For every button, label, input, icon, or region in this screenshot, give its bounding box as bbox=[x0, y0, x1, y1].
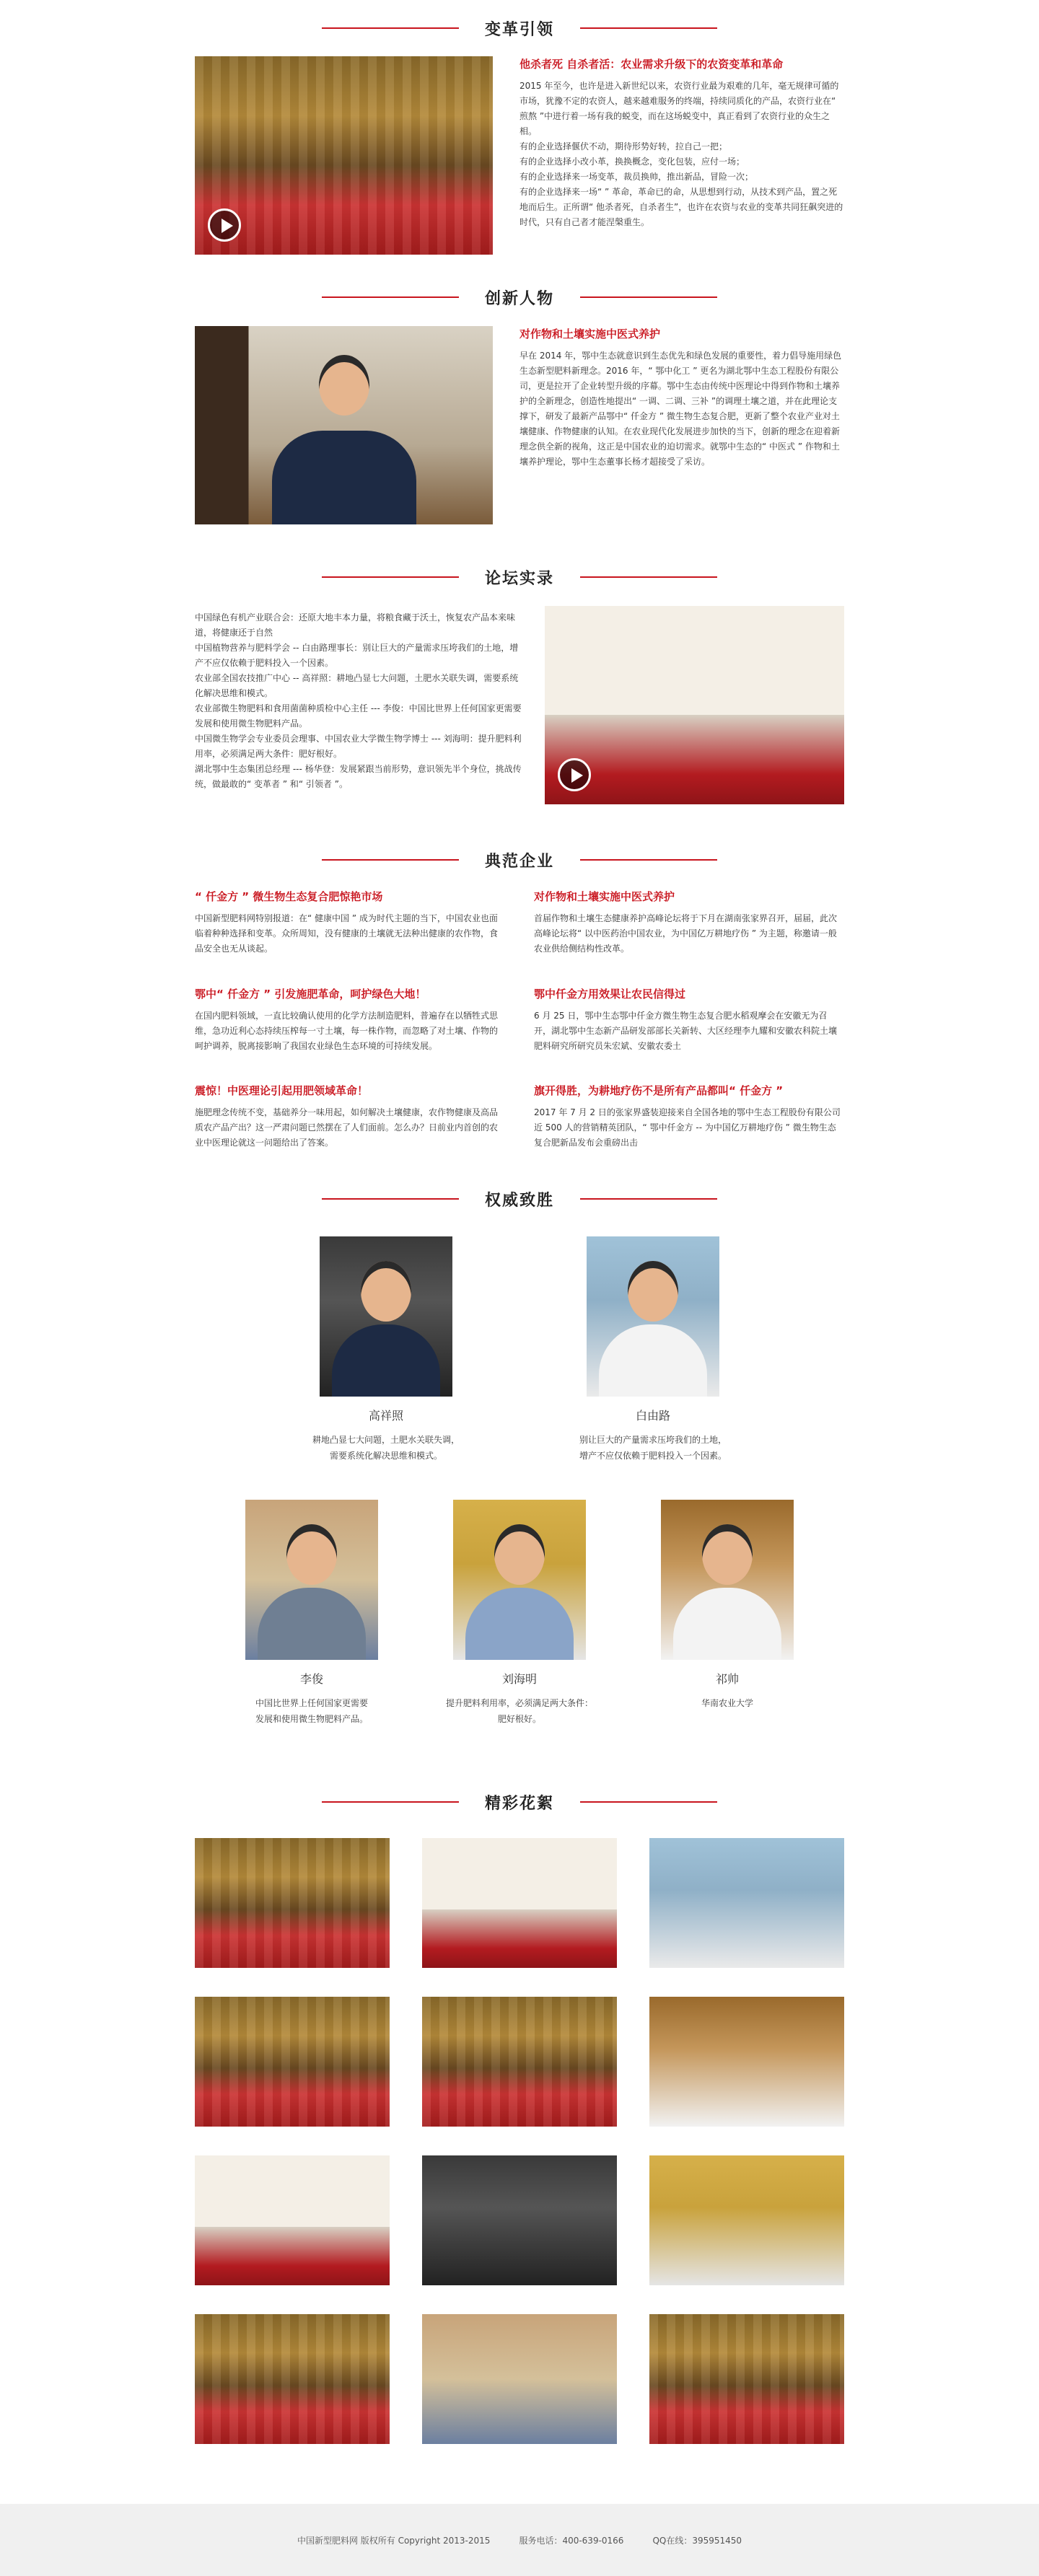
gallery-photo[interactable] bbox=[649, 2155, 844, 2285]
footer-phone: 服务电话：400-639-0166 bbox=[519, 2535, 624, 2546]
reform-text bbox=[520, 56, 844, 258]
portrait-icon bbox=[286, 1524, 337, 1585]
play-icon[interactable] bbox=[208, 208, 241, 242]
footer-qq[interactable]: QQ在线：395951450 bbox=[652, 2535, 742, 2546]
gallery-grid bbox=[0, 1838, 1039, 2444]
gallery-photo[interactable] bbox=[422, 2155, 617, 2285]
portrait-icon bbox=[494, 1524, 545, 1585]
section-title-authority: 权威致胜 bbox=[0, 1170, 1039, 1228]
forum-body: 中国绿色有机产业联合会：还原大地丰本力量，将粮食藏于沃土，恢复农产品本来味道，将健康还于自然 中国植物营养与肥料学会 -- 白由路理事长：别让巨大的产量需求压垮我们的土地，增产不应仅依赖于肥料投入一个因素。 农业部全国农技推广中心 -- 高祥照：耕地凸显七大问题，土肥水关联失调，需要系统化解决思维和模式。 农业部微生物肥料和食用菌菌种质检中心主任 --- 李俊：中国比世界上任何国家更需要发展和使用微生物肥料产品。 中国微生物学会专业委员会理事、中国农业大学微生物学博士 --- 刘海明：提升肥料利用率，必须满足两大条件：肥好根好。 湖北鄂中生态集团总经理 --- 杨华登：发展紧跟当前形势，意识领先半个身位，挑战传统，做最敢的“ 变革者 ” 和“ 引领者 ”。 bbox=[195, 612, 522, 789]
expert-card[interactable] bbox=[218, 1500, 405, 1727]
play-icon[interactable] bbox=[558, 758, 591, 791]
portrait-icon bbox=[361, 1261, 411, 1322]
expert-card[interactable] bbox=[292, 1236, 480, 1464]
enterprise-news-item[interactable]: 鄂中仟金方用效果让农民信得过 6 月 25 日，鄂中生态鄂中仟金方微生物生态复合肥水稻观摩会在安徽无为召开，湖北鄂中生态新产品研发部部长关新转、大区经理李九耀和安徽农科院土壤肥料研究所研究员朱宏斌、安徽农委土 bbox=[534, 987, 838, 1051]
section-title-enterprise: 典范企业 bbox=[0, 831, 1039, 889]
expert-name: 高祥照 bbox=[368, 1409, 403, 1423]
forum-article bbox=[195, 606, 844, 822]
innovator-heading[interactable]: 对作物和土壤实施中医式养护 bbox=[520, 328, 661, 340]
enterprise-news-item[interactable]: “ 仟金方 ” 微生物生态复合肥惊艳市场 中国新型肥料网特别报道：在“ 健康中国 ” 成为时代主题的当下，中国农业也面临着种种选择和变革。众所周知，没有健康的土壤就无法种出健康的农作物，食品安全也无从谈起。 bbox=[195, 890, 499, 954]
gallery-photo[interactable] bbox=[195, 1997, 390, 2127]
section-title-forum: 论坛实录 bbox=[0, 548, 1039, 606]
expert-desc: 华南农业大学 bbox=[701, 1698, 753, 1708]
expert-photo[interactable] bbox=[320, 1236, 452, 1397]
expert-name: 祁帅 bbox=[715, 1672, 739, 1686]
expert-photo[interactable] bbox=[587, 1236, 719, 1397]
expert-card[interactable] bbox=[634, 1500, 821, 1727]
innovator-text bbox=[520, 326, 844, 528]
expert-photo[interactable] bbox=[453, 1500, 586, 1660]
reform-article bbox=[195, 56, 844, 258]
expert-desc: 中国比世界上任何国家更需要 发展和使用微生物肥料产品。 bbox=[255, 1698, 368, 1724]
portrait-icon bbox=[702, 1524, 753, 1585]
expert-name: 刘海明 bbox=[501, 1672, 537, 1686]
experts-row-1 bbox=[0, 1236, 1039, 1464]
gallery-photo[interactable] bbox=[422, 2314, 617, 2444]
gallery-photo[interactable] bbox=[422, 1838, 617, 1968]
reform-heading[interactable]: 他杀者死 自杀者活：农业需求升级下的农资变革和革命 bbox=[520, 58, 784, 71]
enterprise-news-item[interactable]: 旗开得胜，为耕地疗伤不是所有产品都叫“ 仟金方 ” 2017 年 7 月 2 日的张家界盛装迎接来自全国各地的鄂中生态工程股份有限公司近 500 人的营销精英团队，“ 鄂中仟金方 -- 为中国亿万耕地疗伤 ” 微生物生态复合肥新品发布会重磅出击 bbox=[534, 1084, 841, 1148]
innovator-body: 早在 2014 年，鄂中生态就意识到生态优先和绿色发展的重要性，着力倡导施用绿色生态新型肥料新理念。2016 年，“ 鄂中化工 ” 更名为湖北鄂中生态工程股份有限公司，更是拉开了企业转型升级的序幕。鄂中生态由传统中医理论中得到作物和土壤养护的全新理念，创造性地提出“ 一调、二调、三补 ”的调理土壤之道，并在此理论支撑下，研发了最新产品鄂中“ 仟金方 ” 微生物生态复合肥，更新了整个农业产业对土壤健康、作物健康的认知。在农业现代化发展进步加快的当下，创新的理念在迎着新理念供全新的视角，这正是中国农业的迫切需求。就鄂中生态的“ 中医式 ” 作物和土壤养护理论，鄂中生态董事长杨才超接受了采访。 bbox=[520, 351, 842, 467]
reform-body: 2015 年至今，也许是进入新世纪以来，农资行业最为艰难的几年，毫无规律可循的市场，犹豫不定的农资人，越来越难服务的终端，持续同质化的产品，农资行业在“ 煎熬 ”中进行着一场有我的蜕变，而在这场蜕变中，真正看到了农资行业的众生之相。 有的企业选择偃伏不动，期待形势好转，拉自己一把； 有的企业选择小改小革，换换概念，变化包装，应付一场； 有的企业选择来一场变革，裁员换帅，推出新品，冒险一次； 有的企业选择来一场“ ” 革命，革命已的命，从思想到行动，从技术到产品，置之死地而后生。正所谓“ 他杀者死，自杀者生”，也许在农资与农业的变革共同狂飙突进的时代，只有自己者才能涅槃重生。 bbox=[520, 81, 843, 227]
section-title-innovator: 创新人物 bbox=[0, 268, 1039, 326]
footer-copyright: 中国新型肥料网 版权所有 Copyright 2013-2015 bbox=[297, 2535, 491, 2546]
forum-text bbox=[195, 606, 527, 822]
gallery-photo[interactable] bbox=[195, 2314, 390, 2444]
portrait-icon bbox=[319, 355, 369, 416]
gallery-photo[interactable] bbox=[649, 1997, 844, 2127]
expert-card[interactable] bbox=[559, 1236, 747, 1464]
expert-desc: 别让巨大的产量需求压垮我们的土地， 增产不应仅依赖于肥料投入一个因素。 bbox=[579, 1435, 727, 1461]
expert-photo[interactable] bbox=[245, 1500, 378, 1660]
gallery-photo[interactable] bbox=[422, 1997, 617, 2127]
expert-card[interactable] bbox=[426, 1500, 613, 1727]
portrait-icon bbox=[628, 1261, 678, 1322]
expert-desc: 耕地凸显七大问题，土肥水关联失调， 需要系统化解决思维和模式。 bbox=[312, 1435, 460, 1461]
gallery-photo[interactable] bbox=[649, 1838, 844, 1968]
expert-photo[interactable] bbox=[661, 1500, 794, 1660]
enterprise-news-item[interactable]: 对作物和土壤实施中医式养护 首届作物和土壤生态健康养护高峰论坛将于下月在湖南张家界召开，届届，此次高峰论坛将“ 以中医药治中国农业，为中国亿万耕地疗伤 ” 为主题，称邀请一般农业供给侧结构性改革。 bbox=[534, 890, 838, 954]
enterprise-news-item[interactable]: 鄂中“ 仟金方 ” 引发施肥革命，呵护绿色大地！ 在国内肥料领域，一直比较确认使用的化学方法制造肥料，普遍存在以牺牲式思维，急功近利心态持续压榨每一寸土壤，每一株作物，而忽略了对土壤、作物的呵护调养，脱离接影响了我国农业绿色生态环境的可持续发展。 bbox=[195, 987, 499, 1051]
reform-video-thumbnail[interactable] bbox=[195, 56, 493, 255]
section-title-reform: 变革引领 bbox=[0, 0, 1039, 56]
forum-video-thumbnail[interactable] bbox=[545, 606, 844, 804]
enterprise-news-grid bbox=[195, 889, 844, 1170]
gallery-photo[interactable] bbox=[649, 2314, 844, 2444]
enterprise-news-item[interactable]: 震惊！中医理论引起用肥领域革命！ 施肥理念传统不变，基础养分一味用起，如何解决土壤健康，农作物健康及高品质农产品产出？这一严肃问题已然摆在了人们面前。怎么办？日前业内首创的农业中医理论就这一问题给出了答案。 bbox=[195, 1084, 499, 1148]
section-title-gallery: 精彩花絮 bbox=[0, 1773, 1039, 1831]
gallery-photo[interactable] bbox=[195, 1838, 390, 1968]
expert-name: 李俊 bbox=[299, 1672, 323, 1686]
experts-row-2 bbox=[0, 1500, 1039, 1727]
expert-desc: 提升肥料利用率，必须满足两大条件： 肥好根好。 bbox=[445, 1698, 593, 1724]
footer bbox=[0, 2504, 1039, 2576]
expert-name: 白由路 bbox=[635, 1409, 670, 1423]
gallery-photo[interactable] bbox=[195, 2155, 390, 2285]
innovator-article bbox=[195, 326, 844, 528]
innovator-photo[interactable] bbox=[195, 326, 493, 524]
